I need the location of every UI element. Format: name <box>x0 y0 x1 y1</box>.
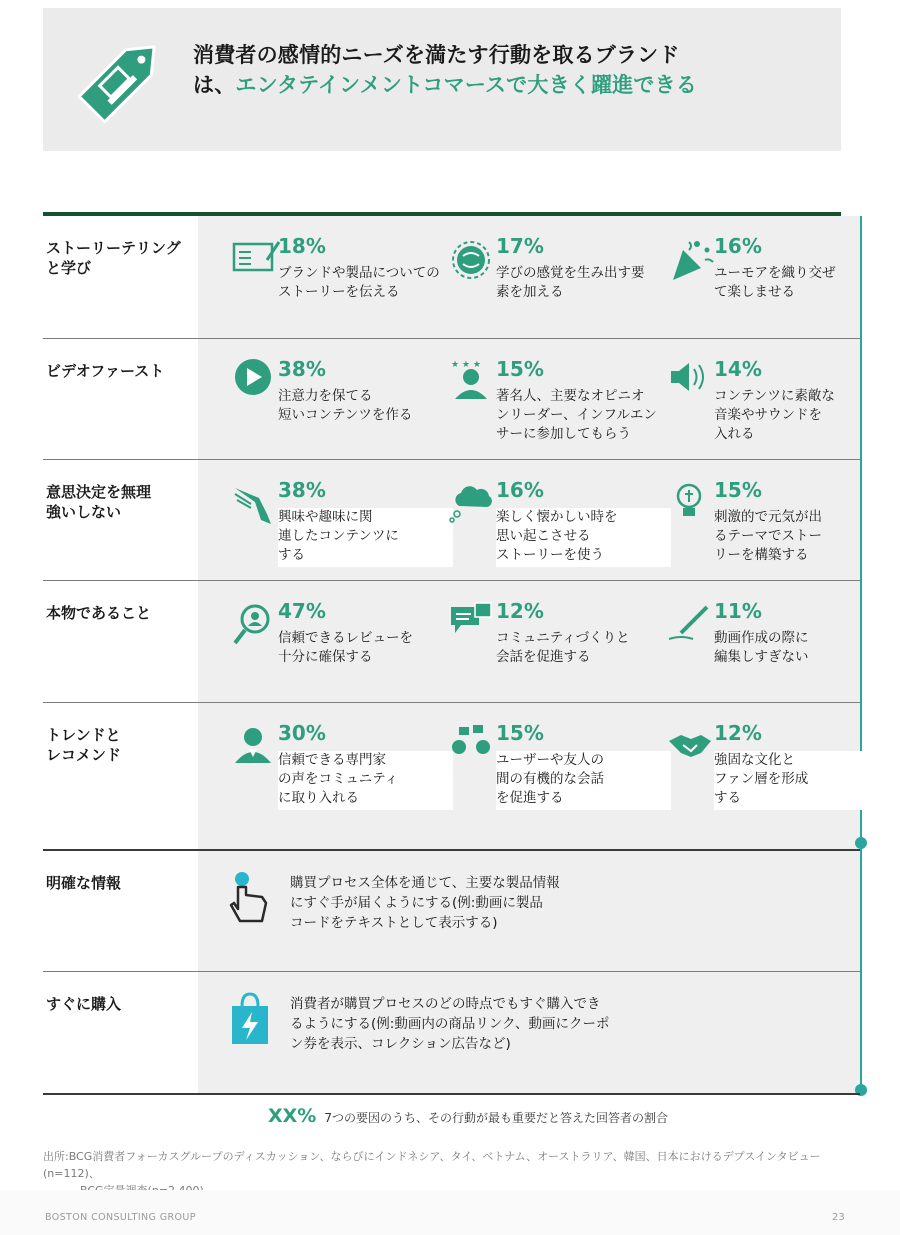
section-authenticity <box>43 581 860 703</box>
tap-finger-icon <box>228 869 272 925</box>
svg-text:★ ★ ★: ★ ★ ★ <box>451 360 481 370</box>
section-description: 消費者が購買プロセスのどの時点でもすぐ購入でき るようにする(例:動画内の商品リンク、動画にクーポ ン券を表示、コレクション広告など) <box>290 996 610 1052</box>
factor-item <box>449 216 667 338</box>
section-description: 購買プロセス全体を通じて、主要な製品情報 にすぐ手が届くようにする(例:動画に製品 コードをテキストとして表示する) <box>290 875 560 931</box>
factor-description: 楽しく懐かしい時を 思い起こさせる ストーリーを使う <box>496 508 671 567</box>
factor-item <box>231 703 449 849</box>
play-icon <box>231 359 281 409</box>
section-video-first <box>43 339 860 460</box>
shopping-bag-bolt-icon <box>228 990 272 1046</box>
lightbulb-icon <box>667 480 717 530</box>
title-line-1: 消費者の感情的ニーズを満たす行動を取るブランド <box>193 43 680 67</box>
factor-item <box>449 460 667 580</box>
percentage: 38% <box>278 357 326 381</box>
percentage: 18% <box>278 234 326 258</box>
title-prefix: は、 <box>193 73 236 97</box>
speaker-icon <box>667 359 717 409</box>
percentage: 15% <box>496 721 544 745</box>
factor-description: 著名人、主要なオピニオ ンリーダー、インフルエン サーに参加してもらう <box>496 388 657 442</box>
factor-description: コンテンツに素敵な 音楽やサウンドを 入れる <box>714 388 835 442</box>
legend-symbol: XX% <box>268 1105 317 1127</box>
factor-item <box>231 339 449 459</box>
winged-shoe-icon <box>231 480 281 530</box>
title-highlight: エンタテインメントコマースで大きく躍進できる <box>235 73 697 97</box>
section-clear-info <box>43 849 860 972</box>
price-tag-icon <box>71 26 175 130</box>
page-title <box>193 40 697 100</box>
factor-description: 強固な文化と ファン層を形成 する <box>714 751 889 810</box>
factor-item <box>667 216 885 338</box>
celebrity-icon <box>449 359 499 409</box>
factor-description: ユーモアを織り交ぜ て楽しませる <box>714 265 836 300</box>
percentage: 16% <box>496 478 544 502</box>
conversation-icon <box>449 723 499 773</box>
factor-item <box>667 703 885 849</box>
factor-description: 刺激的で元気が出 るテーマでストー リーを構築する <box>714 509 822 563</box>
factor-description: 興味や趣味に関 連したコンテンツに する <box>278 508 453 567</box>
legend-text: 7つの要因のうち、その行動が最も重要だと答えた回答者の割合 <box>324 1111 668 1125</box>
header-banner <box>43 8 841 151</box>
factor-item <box>667 581 885 702</box>
chat-like-icon <box>449 601 499 651</box>
section-no-pressure <box>43 460 860 581</box>
percentage: 30% <box>278 721 326 745</box>
percentage: 11% <box>714 599 762 623</box>
factor-description: ユーザーや友人の 間の有機的な会話 を促進する <box>496 751 671 810</box>
factor-item <box>449 703 667 849</box>
factor-item <box>667 339 885 459</box>
section-label <box>46 238 196 278</box>
percentage: 17% <box>496 234 544 258</box>
section-label-text: 意思決定を無理 強いしない <box>46 483 152 521</box>
title-line-2 <box>193 70 697 100</box>
percentage: 16% <box>714 234 762 258</box>
percentage: 14% <box>714 357 762 381</box>
handshake-icon <box>667 723 717 773</box>
magnifier-review-icon <box>231 601 281 651</box>
factor-description: 動画作成の際に 編集しすぎない <box>714 630 809 665</box>
percentage: 38% <box>278 478 326 502</box>
factor-item <box>449 339 667 459</box>
factor-description: ブランドや製品についての ストーリーを伝える <box>278 265 440 300</box>
percentage: 15% <box>496 357 544 381</box>
brain-gear-icon <box>449 236 499 286</box>
section-label-text: トレンドと レコメンド <box>46 726 122 764</box>
source-line-1: 出所:BCG消費者フォーカスグループのディスカッション、ならびにインドネシア、タイ、ベトナム、オーストラリア、韓国、日本におけるデプスインタビュー(n=112)、 <box>43 1150 821 1180</box>
factor-item <box>231 216 449 338</box>
percentage: 12% <box>714 721 762 745</box>
factor-item <box>449 581 667 702</box>
section-label-text: 本物であること <box>46 604 152 622</box>
percentage: 12% <box>496 599 544 623</box>
section-label: すぐに購入 <box>46 995 122 1013</box>
factor-description: 信頼できるレビューを 十分に確保する <box>278 630 413 665</box>
section-label <box>46 482 196 522</box>
section-label <box>46 361 196 381</box>
factor-item <box>231 460 449 580</box>
percentage: 15% <box>714 478 762 502</box>
factor-description: 学びの感覚を生み出す要 素を加える <box>496 265 645 300</box>
thought-cloud-icon <box>449 480 499 530</box>
section-label: 明確な情報 <box>46 874 122 892</box>
factor-item <box>231 581 449 702</box>
factor-description: 信頼できる専門家 の声をコミュニティ に取り入れる <box>278 751 453 810</box>
section-trends <box>43 703 860 849</box>
factor-description: コミュニティづくりと 会話を促進する <box>496 630 630 665</box>
expert-icon <box>231 723 281 773</box>
party-popper-icon <box>667 236 717 286</box>
section-instant-buy <box>43 972 860 1095</box>
section-label-text: ビデオファースト <box>46 362 165 380</box>
percentage: 47% <box>278 599 326 623</box>
factor-description: 注意力を保てる 短いコンテンツを作る <box>278 388 413 423</box>
section-label <box>46 603 196 623</box>
page-number: 23 <box>832 1212 845 1223</box>
footer-brand: BOSTON CONSULTING GROUP <box>45 1212 196 1223</box>
section-storytelling <box>43 216 860 339</box>
section-label-text: ストーリーテリング と学び <box>46 239 181 277</box>
factor-item <box>667 460 885 580</box>
pen-icon <box>667 601 717 651</box>
legend <box>268 1105 668 1127</box>
section-label <box>46 725 196 765</box>
storyboard-icon <box>231 236 281 286</box>
